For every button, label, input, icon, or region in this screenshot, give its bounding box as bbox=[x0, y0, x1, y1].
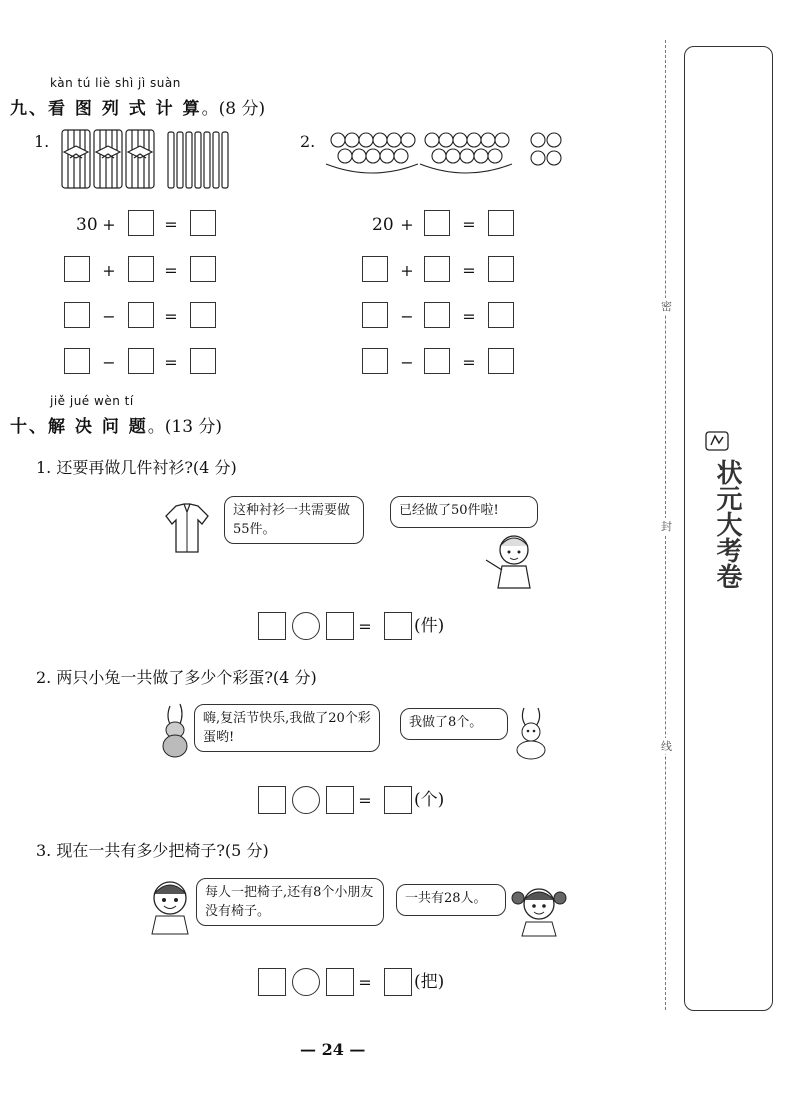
section10-score: 。(13 分) bbox=[147, 417, 223, 437]
q1-eq2-plus: + bbox=[102, 261, 116, 280]
problem1-bubble-right: 已经做了50件啦! bbox=[390, 496, 538, 528]
cut-line-char-3: 线 bbox=[661, 740, 672, 753]
problem3-box-b[interactable] bbox=[326, 968, 354, 996]
q1-eq1-plus: + bbox=[102, 215, 116, 234]
problem2-unit: (个) bbox=[414, 790, 445, 810]
q2-eq3-minus: − bbox=[400, 307, 414, 326]
q1-eq3-box-b[interactable] bbox=[128, 302, 154, 328]
q2-eq4-result-box[interactable] bbox=[488, 348, 514, 374]
apples-on-plates-image bbox=[324, 124, 580, 184]
q1-eq1-result-box[interactable] bbox=[190, 210, 216, 236]
q2-eq4-equals: = bbox=[462, 353, 476, 372]
problem3-question: 3. 现在一共有多少把椅子?(5 分) bbox=[36, 841, 269, 860]
q1-eq1-answer-box[interactable] bbox=[128, 210, 154, 236]
q1-eq3-minus: − bbox=[102, 307, 116, 326]
plate1-apples bbox=[331, 133, 415, 163]
q1-eq2-equals: = bbox=[164, 261, 178, 280]
problem2-question: 2. 两只小兔一共做了多少个彩蛋?(4 分) bbox=[36, 668, 317, 687]
problem1-unit: (件) bbox=[414, 616, 445, 636]
problem2-box-a[interactable] bbox=[258, 786, 286, 814]
brand-title: 状元大考卷 bbox=[712, 459, 742, 589]
q2-eq2-box-b[interactable] bbox=[424, 256, 450, 282]
q1-eq2-box-b[interactable] bbox=[128, 256, 154, 282]
q2-eq3-box-b[interactable] bbox=[424, 302, 450, 328]
q1-eq1-start: 30 bbox=[76, 215, 98, 235]
q1-eq4-result-box[interactable] bbox=[190, 348, 216, 374]
problem3-bubble-right: 一共有28人。 bbox=[396, 884, 506, 916]
section10-title bbox=[10, 412, 222, 437]
q2-eq3-box-a[interactable] bbox=[362, 302, 388, 328]
problem1-box-b[interactable] bbox=[326, 612, 354, 640]
q2-eq1-result-box[interactable] bbox=[488, 210, 514, 236]
section10-pinyin: jiě jué wèn tí bbox=[50, 394, 134, 408]
stick-bundles-image bbox=[60, 126, 232, 192]
binding-sidebar bbox=[684, 46, 773, 1011]
q1-eq3-result-box[interactable] bbox=[190, 302, 216, 328]
problem2-bubble-left: 嗨,复活节快乐,我做了20个彩蛋哟! bbox=[194, 704, 380, 752]
rabbit-right-icon bbox=[508, 704, 554, 760]
q2-eq1-answer-box[interactable] bbox=[424, 210, 450, 236]
girl-character-icon bbox=[480, 530, 540, 590]
plate2-apples bbox=[425, 133, 509, 163]
problem3-unit: (把) bbox=[414, 972, 445, 992]
q2-eq4-box-a[interactable] bbox=[362, 348, 388, 374]
q2-label: 2. bbox=[300, 132, 316, 151]
q2-eq2-equals: = bbox=[462, 261, 476, 280]
cut-line-char-1: 密 bbox=[661, 300, 672, 313]
problem2-box-b[interactable] bbox=[326, 786, 354, 814]
q1-eq2-result-box[interactable] bbox=[190, 256, 216, 282]
q2-eq3-result-box[interactable] bbox=[488, 302, 514, 328]
problem3-equals: = bbox=[358, 973, 372, 992]
q2-eq2-plus: + bbox=[400, 261, 414, 280]
q2-eq4-minus: − bbox=[400, 353, 414, 372]
problem2-equals: = bbox=[358, 791, 372, 810]
bundle-1 bbox=[62, 130, 90, 188]
q1-eq2-box-a[interactable] bbox=[64, 256, 90, 282]
problem2-result-box[interactable] bbox=[384, 786, 412, 814]
q1-eq4-box-b[interactable] bbox=[128, 348, 154, 374]
problem2-operator-circle[interactable] bbox=[292, 786, 320, 814]
q2-eq2-box-a[interactable] bbox=[362, 256, 388, 282]
q1-eq4-equals: = bbox=[164, 353, 178, 372]
loose-sticks bbox=[168, 132, 228, 188]
q1-label: 1. bbox=[34, 132, 50, 151]
q2-eq4-box-b[interactable] bbox=[424, 348, 450, 374]
section9-score: 。(8 分) bbox=[201, 99, 266, 119]
page-number: — 24 — bbox=[300, 1040, 366, 1059]
brand-logo-icon bbox=[705, 431, 729, 451]
rabbit-left-icon bbox=[156, 702, 196, 758]
boy-character-icon bbox=[144, 876, 196, 936]
q1-eq3-equals: = bbox=[164, 307, 178, 326]
q2-eq3-equals: = bbox=[462, 307, 476, 326]
bundle-2 bbox=[94, 130, 122, 188]
cut-line-char-2: 封 bbox=[661, 520, 672, 533]
q2-eq2-result-box[interactable] bbox=[488, 256, 514, 282]
problem1-box-a[interactable] bbox=[258, 612, 286, 640]
q1-eq4-minus: − bbox=[102, 353, 116, 372]
problem1-operator-circle[interactable] bbox=[292, 612, 320, 640]
shirt-icon bbox=[162, 502, 212, 554]
q1-eq4-box-a[interactable] bbox=[64, 348, 90, 374]
problem2-bubble-right: 我做了8个。 bbox=[400, 708, 508, 740]
section9-pinyin: kàn tú liè shì jì suàn bbox=[50, 76, 181, 90]
section10-title-text: 十、解 决 问 题 bbox=[10, 417, 148, 437]
q2-eq1-equals: = bbox=[462, 215, 476, 234]
problem1-question: 1. 还要再做几件衬衫?(4 分) bbox=[36, 458, 237, 477]
problem3-box-a[interactable] bbox=[258, 968, 286, 996]
problem3-operator-circle[interactable] bbox=[292, 968, 320, 996]
problem1-bubble-left: 这种衬衫一共需要做55件。 bbox=[224, 496, 364, 544]
q2-eq1-plus: + bbox=[400, 215, 414, 234]
loose-apples bbox=[531, 133, 561, 165]
section9-title bbox=[10, 94, 265, 119]
problem1-result-box[interactable] bbox=[384, 612, 412, 640]
q1-eq1-equals: = bbox=[164, 215, 178, 234]
problem3-result-box[interactable] bbox=[384, 968, 412, 996]
problem1-equals: = bbox=[358, 617, 372, 636]
girl-pigtails-icon bbox=[508, 878, 570, 938]
section9-title-text: 九、看 图 列 式 计 算 bbox=[10, 99, 202, 119]
bundle-3 bbox=[126, 130, 154, 188]
q1-eq3-box-a[interactable] bbox=[64, 302, 90, 328]
problem3-bubble-left: 每人一把椅子,还有8个小朋友没有椅子。 bbox=[196, 878, 384, 926]
q2-eq1-start: 20 bbox=[372, 215, 394, 235]
